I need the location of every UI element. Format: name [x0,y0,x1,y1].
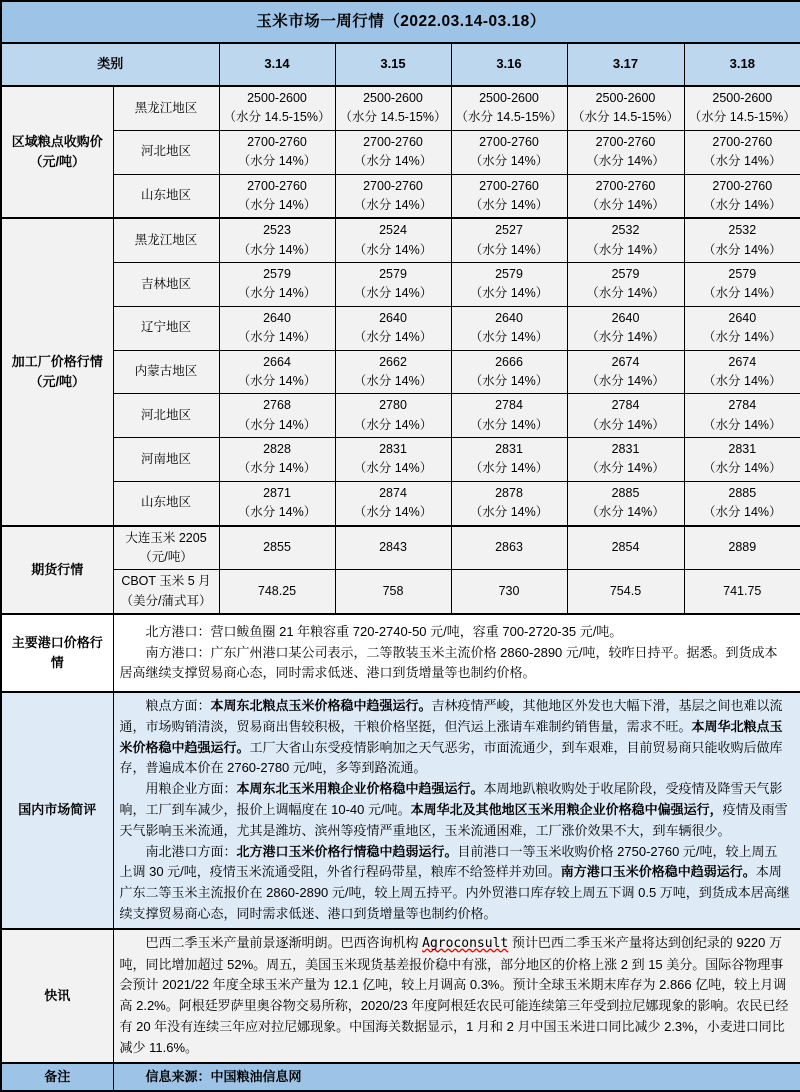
price-cell: 2640 （水分 14%） [451,306,567,350]
ports-content [113,614,800,692]
price-cell: 2532 （水分 14%） [567,218,684,262]
price-cell: 2700-2760 （水分 14%） [219,174,335,218]
remark-row [1,1063,800,1092]
region-cell: 河南地区 [113,438,219,482]
page-title: 玉米市场一周行情（2022.03.14-03.18） [1,1,800,43]
title-row [1,1,800,43]
section-label-remark: 备注 [1,1063,113,1092]
price-cell: 2874 （水分 14%） [335,481,451,525]
column-header-row [1,43,800,86]
price-cell: 2885 （水分 14%） [684,481,800,525]
price-cell: 2524 （水分 14%） [335,218,451,262]
paragraph: 巴西二季玉米产量前景逐渐明朗。巴西咨询机构 Agroconsult 预计巴西二季玉米产量将达到创纪录的 9220 万吨，同比增加超过 52%。周五，美国玉米现货基差报价稳中有涨，部分地区的价格上涨 2 到 15 美分。国际谷物理事会预计 2021/22 年度全球玉米产量为 12.1 亿吨，较上月调高 0.3%。预计全球玉米期末库存为 2.866 亿吨，较上月调高 2.2%。阿根廷罗萨里奥谷物交易所称，2020/23 年度阿根廷农民可能连续第三年受到拉尼娜现象的影响。农民已经有 20 年没有连续三年应对拉尼娜现象。中国海关数据显示，1 月和 2 月中国玉米进口同比减少 2.3%，小麦进口同比减少 11.6%。 [119,934,789,1055]
price-cell: 2666 （水分 14%） [451,350,567,394]
price-cell: 2500-2600 （水分 14.5-15%） [219,86,335,130]
price-cell: 2640 （水分 14%） [684,306,800,350]
price-cell: 2579 （水分 14%） [335,263,451,307]
column-header-date-4: 3.17 [567,43,684,86]
price-cell: 2640 （水分 14%） [567,306,684,350]
price-cell: 2579 （水分 14%） [567,263,684,307]
spellcheck-flagged-word: Agroconsult [422,935,509,951]
ports-row [1,614,800,692]
price-cell: 2889 [684,526,800,570]
paragraph: 南北港口方面：北方港口玉米价格行情稳中趋弱运行。目前港口一等玉米收购价格 2750-2760 元/吨，较上周五上调 30 元/吨，疫情玉米流通受阻，外省行程码带星，粮库不给签样并劝回。南方港口玉米价格稳中趋弱运行。本周广东二等玉米主流报价在 2860-2890 元/吨，较上周五持平。内外贸港口库存较上周五下调 0.5 万吨，到货成本居高继续支撑贸易商心态，同时需求低迷、港口到货增量等也制约价格。 [119,843,790,921]
price-cell: 2871 （水分 14%） [219,481,335,525]
price-cell: 2700-2760 （水分 14%） [335,174,451,218]
price-cell: 2662 （水分 14%） [335,350,451,394]
table-row [1,218,800,262]
table-row [1,86,800,130]
price-cell: 2674 （水分 14%） [567,350,684,394]
section-label-news: 快讯 [1,929,113,1063]
region-cell: 黑龙江地区 [113,86,219,130]
table-row [1,174,800,218]
section-processing-plant-prices [1,218,800,525]
news-content [113,929,800,1063]
region-cell: 河北地区 [113,394,219,438]
region-cell: 吉林地区 [113,263,219,307]
price-cell: 2500-2600 （水分 14.5-15%） [684,86,800,130]
price-cell: 758 [335,570,451,614]
table-row [1,130,800,174]
column-header-date-2: 3.15 [335,43,451,86]
price-cell: 2780 （水分 14%） [335,394,451,438]
table-row [1,481,800,525]
price-cell: 2500-2600 （水分 14.5-15%） [335,86,451,130]
contract-cell: 大连玉米 2205 （元/吨） [113,526,219,570]
paragraph: 南方港口：广东广州港口某公司表示，二等散装玉米主流价格 2860-2890 元/吨，较昨日持平。据悉。到货成本居高继续支撑贸易商心态，同时需求低迷、港口到货增量等也制约价格。 [119,644,778,681]
column-header-date-1: 3.14 [219,43,335,86]
price-cell: 2579 （水分 14%） [684,263,800,307]
price-cell: 2500-2600 （水分 14.5-15%） [567,86,684,130]
price-cell: 748.25 [219,570,335,614]
table-row [1,438,800,482]
price-cell: 2784 （水分 14%） [451,394,567,438]
region-cell: 内蒙古地区 [113,350,219,394]
region-cell: 黑龙江地区 [113,218,219,262]
price-cell: 2523 （水分 14%） [219,218,335,262]
price-cell: 2700-2760 （水分 14%） [451,174,567,218]
price-cell: 2831 （水分 14%） [335,438,451,482]
price-cell: 2854 [567,526,684,570]
price-cell: 2700-2760 （水分 14%） [567,174,684,218]
price-cell: 2700-2760 （水分 14%） [219,130,335,174]
region-cell: 山东地区 [113,481,219,525]
section-label-ports: 主要港口价格行情 [1,614,113,692]
table-row [1,350,800,394]
price-cell: 2700-2760 （水分 14%） [567,130,684,174]
table-row [1,570,800,614]
price-cell: 754.5 [567,570,684,614]
price-cell: 730 [451,570,567,614]
region-cell: 河北地区 [113,130,219,174]
price-cell: 2843 [335,526,451,570]
section-label-futures: 期货行情 [1,526,113,615]
price-cell: 2579 （水分 14%） [219,263,335,307]
price-cell: 2855 [219,526,335,570]
remark-content: 信息来源：中国粮油信息网 [113,1063,800,1092]
region-cell: 辽宁地区 [113,306,219,350]
price-cell: 2527 （水分 14%） [451,218,567,262]
review-content [113,692,800,929]
price-cell: 2784 （水分 14%） [684,394,800,438]
price-cell: 2768 （水分 14%） [219,394,335,438]
news-flash-row [1,929,800,1063]
table-row [1,306,800,350]
price-cell: 2831 （水分 14%） [684,438,800,482]
price-cell: 2831 （水分 14%） [567,438,684,482]
price-cell: 2831 （水分 14%） [451,438,567,482]
price-cell: 2784 （水分 14%） [567,394,684,438]
price-cell: 2700-2760 （水分 14%） [684,174,800,218]
paragraph: 北方港口：营口鲅鱼圈 21 年粮容重 720-2740-50 元/吨，容重 700-2720-35 元/吨。 [145,623,623,639]
price-cell: 2700-2760 （水分 14%） [335,130,451,174]
table-row [1,263,800,307]
price-cell: 2640 （水分 14%） [219,306,335,350]
column-header-date-5: 3.18 [684,43,800,86]
price-cell: 2500-2600 （水分 14.5-15%） [451,86,567,130]
region-cell: 山东地区 [113,174,219,218]
column-header-category: 类别 [1,43,219,86]
section-label: 区域粮点收购价 （元/吨） [1,86,113,218]
price-cell: 2579 （水分 14%） [451,263,567,307]
domestic-market-review-row [1,692,800,929]
section-regional-purchase-prices [1,86,800,218]
section-futures-quotes [1,526,800,615]
price-cell: 2878 （水分 14%） [451,481,567,525]
price-cell: 2640 （水分 14%） [335,306,451,350]
table-row [1,526,800,570]
price-cell: 2532 （水分 14%） [684,218,800,262]
paragraph: 用粮企业方面：本周东北玉米用粮企业价格稳中趋强运行。本周地趴粮收购处于收尾阶段，受疫情及降雪天气影响，工厂到车减少，报价上调幅度在 10-40 元/吨。本周华北及其他地区玉米用粮企业价格稳中偏强运行，疫情及雨雪天气影响玉米流通，尤其是潍坊、滨州等疫情严重地区，玉米流通困难，工厂涨价效果不大，到车辆很少。 [119,781,788,838]
price-cell: 2700-2760 （水分 14%） [684,130,800,174]
price-cell: 741.75 [684,570,800,614]
section-label-review: 国内市场简评 [1,692,113,929]
paragraph: 粮点方面：本周东北粮点玉米价格稳中趋强运行。吉林疫情严峻，其他地区外发也大幅下滑，基层之间也难以流通，市场购销清淡，贸易商出售较积极，干粮价格坚挺，但汽运上涨请车难制约销售量，需求不旺。本周华北粮点玉米价格稳中趋强运行。工厂大省山东受疫情影响加之天气恶劣，市面流通少，到车艰难，目前贸易商只能收购后做库存，普遍成本价在 2760-2780 元/吨，多等到路流通。 [119,698,783,776]
price-cell: 2885 （水分 14%） [567,481,684,525]
price-cell: 2828 （水分 14%） [219,438,335,482]
price-cell: 2863 [451,526,567,570]
contract-cell: CBOT 玉米 5 月 （美分/蒲式耳） [113,570,219,614]
table-row [1,394,800,438]
price-cell: 2664 （水分 14%） [219,350,335,394]
price-cell: 2700-2760 （水分 14%） [451,130,567,174]
price-cell: 2674 （水分 14%） [684,350,800,394]
section-label: 加工厂价格行情 （元/吨） [1,218,113,525]
column-header-date-3: 3.16 [451,43,567,86]
